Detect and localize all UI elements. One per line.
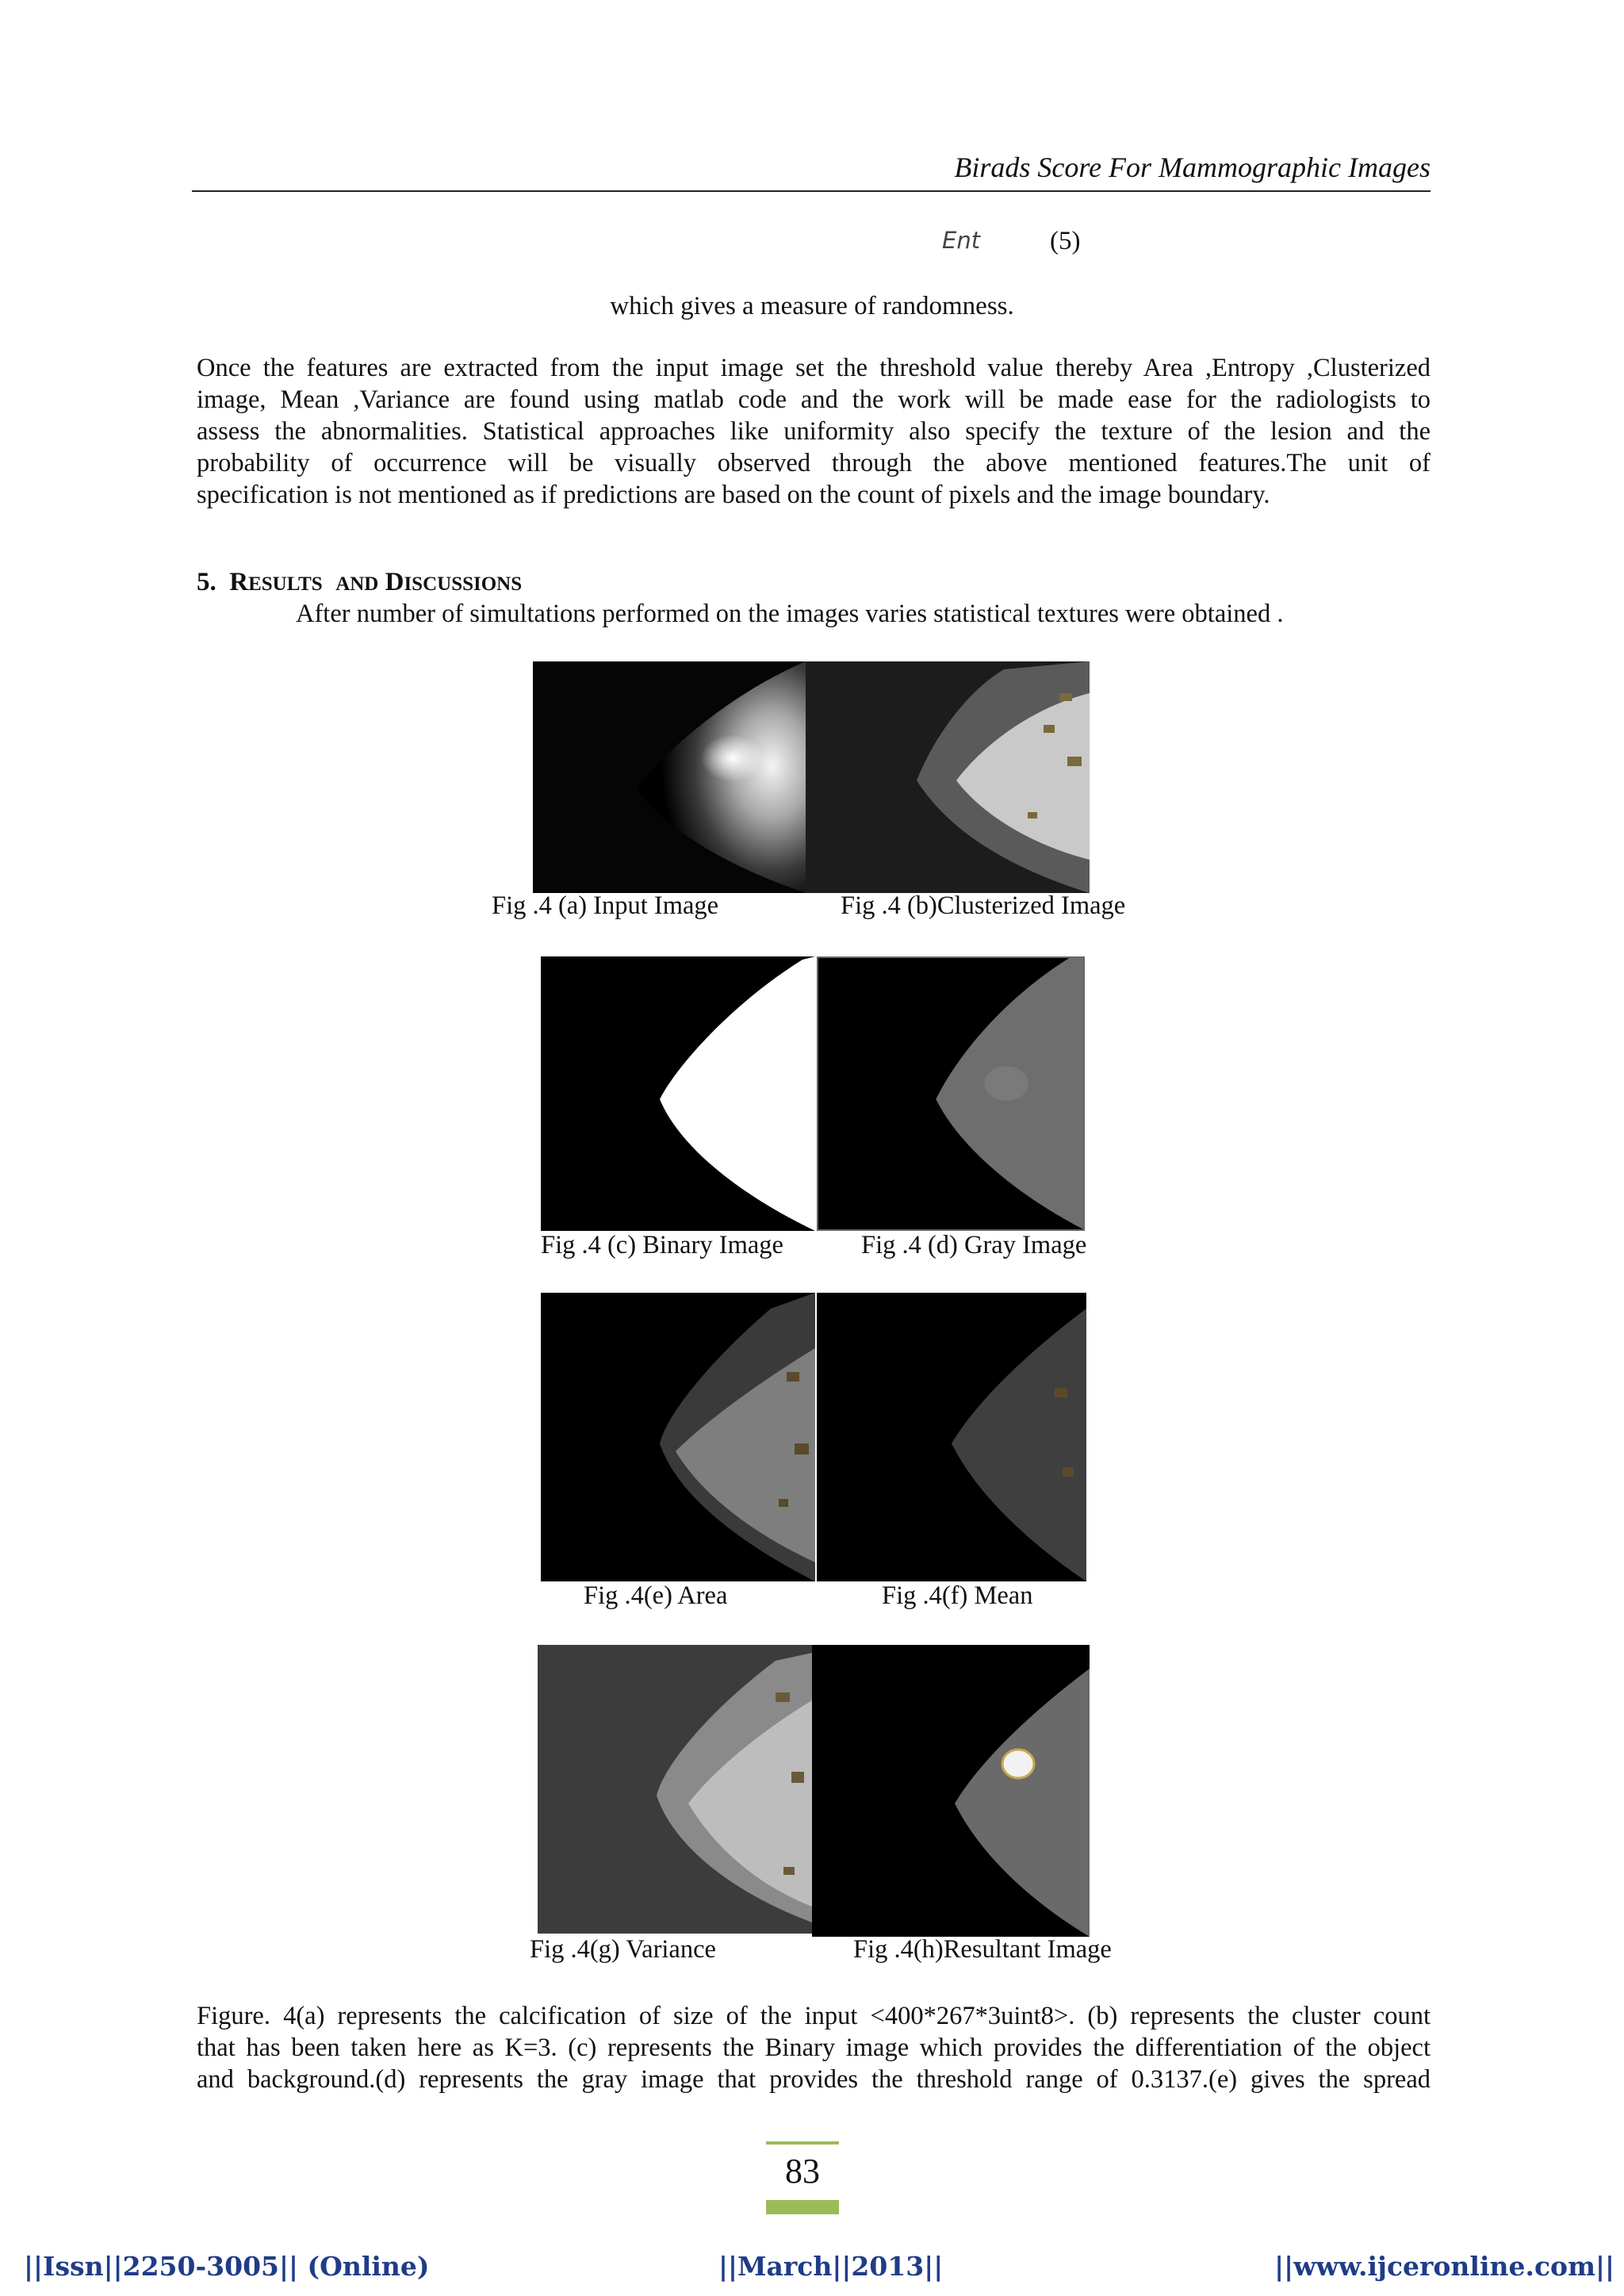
input-image (533, 661, 806, 893)
figure-caption: Fig .4(e) Area (584, 1581, 728, 1610)
running-title: Birads Score For Mammographic Images (954, 151, 1431, 183)
page-number-top-bar (766, 2141, 839, 2145)
text-line: assess the abnormalities. Statistical approaches like uniformity also specify the texture of the lesion and the (197, 417, 1431, 446)
heading-part: R (229, 568, 249, 596)
paragraph-figure-description (197, 2000, 1431, 2095)
page-number: 83 (785, 2152, 820, 2191)
text-line: image, Mean ,Variance are found using matlab code and the work will be made ease for the radiologists to (197, 385, 1431, 414)
figure-caption: Fig .4(g) Variance (530, 1935, 716, 1964)
footer-website[interactable]: ||www.ijceronline.com|| (1274, 2251, 1614, 2282)
text-line: Figure. 4(a) represents the calcification of size of the input <400*267*3uint8>. (b) represents the cluster count (197, 2002, 1431, 2030)
text-line: and background.(d) represents the gray image that provides the threshold range of 0.3137.(e) gives the spread (197, 2065, 1431, 2094)
mean-image (817, 1293, 1086, 1581)
equation-number: (5) (1050, 227, 1081, 255)
figure-caption: Fig .4(h)Resultant Image (853, 1935, 1112, 1964)
footer-date: ||March||2013|| (718, 2251, 944, 2282)
footer-issn: ||Issn||2250-3005|| (Online) (24, 2251, 430, 2282)
figure-caption: Fig .4 (b)Clusterized Image (841, 891, 1126, 920)
clusterized-image (806, 661, 1090, 893)
text-line: probability of occurrence will be visually observed through the above mentioned features.The unit of (197, 449, 1431, 477)
page-number-bottom-bar (766, 2200, 839, 2214)
heading-part: AND (335, 573, 379, 595)
heading-part: D (385, 568, 404, 596)
text-line: specification is not mentioned as if predictions are based on the count of pixels and the image boundary. (197, 481, 1270, 509)
equation-note: which gives a measure of randomness. (610, 292, 1014, 320)
resultant-image (812, 1645, 1090, 1937)
variance-image (538, 1645, 812, 1934)
area-image (541, 1293, 815, 1581)
section-heading (197, 568, 522, 597)
figure-caption: Fig .4 (c) Binary Image (541, 1231, 783, 1259)
equation-symbol: Ent (942, 227, 981, 254)
binary-image (541, 956, 815, 1231)
heading-part: ISCUSSIONS (404, 573, 523, 595)
figure-caption: Fig .4(f) Mean (882, 1581, 1033, 1610)
section-number: 5. (197, 568, 216, 596)
text-line: Once the features are extracted from the input image set the threshold value thereby Area ,Entropy ,Clusterized (197, 354, 1431, 382)
header-rule (192, 190, 1431, 192)
paragraph-features (197, 352, 1431, 511)
section-intro: After number of simultations performed on the images varies statistical textures were obtained . (296, 600, 1284, 628)
text-line: that has been taken here as K=3. (c) represents the Binary image which provides the differentiation of the object (197, 2033, 1431, 2062)
figure-caption: Fig .4 (d) Gray Image (861, 1231, 1087, 1259)
figure-caption: Fig .4 (a) Input Image (492, 891, 719, 920)
gray-image (817, 956, 1085, 1231)
heading-part: ESULTS (248, 573, 323, 595)
